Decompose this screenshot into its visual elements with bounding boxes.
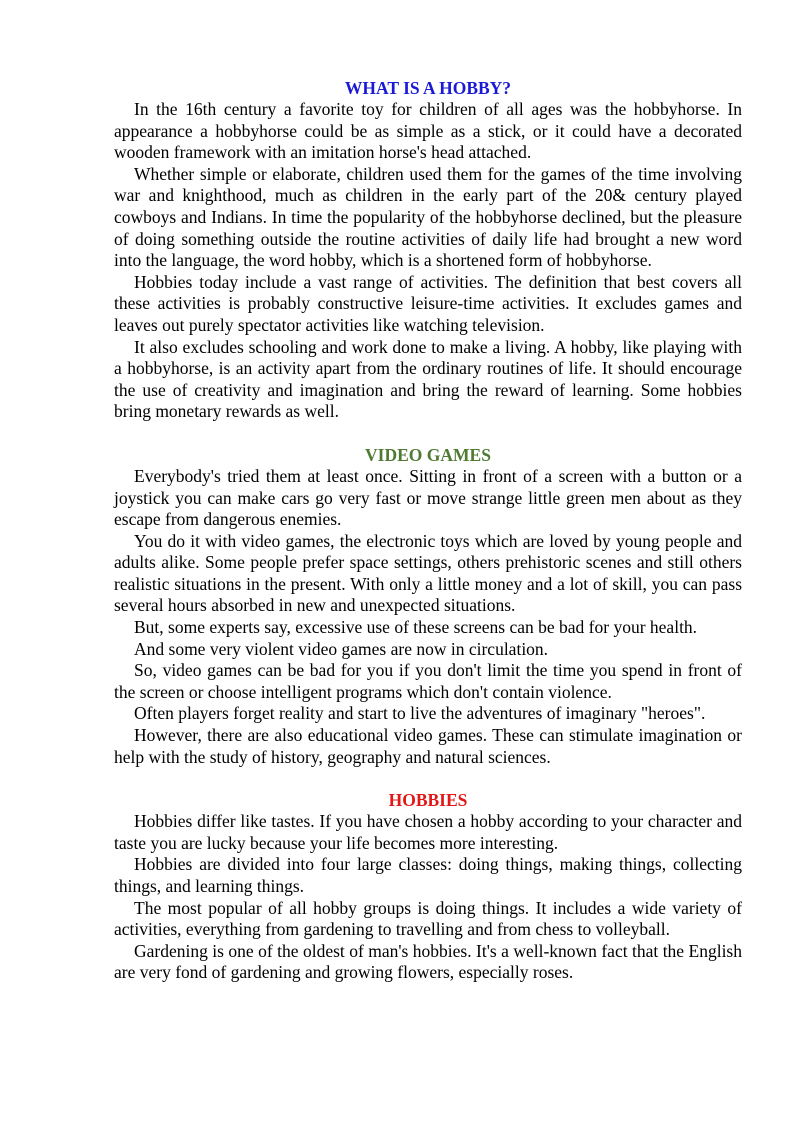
paragraph: Hobbies differ like tastes. If you have chosen a hobby according to your character and taste you are lucky because your life becomes more interesting. — [114, 811, 742, 853]
section-what-is-a-hobby — [114, 77, 742, 423]
paragraph: Everybody's tried them at least once. Sitting in front of a screen with a button or a joystick you can make cars go very fast or move strange little green men about as they escape from dangerous enemies. — [114, 465, 742, 530]
section-video-games — [114, 444, 742, 768]
paragraph: So, video games can be bad for you if you don't limit the time you spend in front of the screen or choose intelligent programs which don't contain violence. — [114, 660, 742, 702]
section-hobbies — [114, 789, 742, 984]
paragraph: You do it with video games, the electronic toys which are loved by young people and adults alike. Some people prefer space settings, others prehistoric scenes and still others realistic situations in the present. With only a little money and a lot of skill, you can pass several hours absorbed in new and unexpected situations. — [114, 530, 742, 616]
paragraph: Often players forget reality and start to live the adventures of imaginary "heroes". — [134, 703, 706, 724]
paragraph: In the 16th century a favorite toy for children of all ages was the hobbyhorse. In appearance a hobbyhorse could be as simple as a stick, or it could have a decorated wooden framework with an imitation horse's head attached. — [114, 99, 742, 163]
section-heading: WHAT IS A HOBBY? — [344, 78, 512, 98]
paragraph: It also excludes schooling and work done to make a living. A hobby, like playing with a hobbyhorse, is an activity apart from the ordinary routines of life. It should encourage the use of creativity and imagination and bring the reward of learning. Some hobbies bring monetary rewards as well. — [114, 336, 742, 422]
paragraph: The most popular of all hobby groups is doing things. It includes a wide variety of activities, everything from gardening to travelling and from chess to volleyball. — [114, 897, 742, 940]
paragraph: Hobbies are divided into four large classes: doing things, making things, collecting things, and learning things. — [114, 854, 742, 896]
document-page — [114, 77, 742, 1005]
paragraph: But, some experts say, excessive use of these screens can be bad for your health. — [134, 617, 698, 638]
section-heading: HOBBIES — [388, 790, 468, 811]
paragraph: Hobbies today include a vast range of activities. The definition that best covers all these activities is probably constructive leisure-time activities. It excludes games and leaves out purely spectator activities like watching television. — [114, 271, 742, 335]
paragraph: Whether simple or elaborate, children used them for the games of the time involving war and knighthood, much as children in the early part of the 20& century played cowboys and Indians. In time the popularity of the hobbyhorse declined, but the pleasure of doing something outside the routine activities of daily life had brought a new word into the language, the word hobby, which is a shortened form of hobbyhorse. — [114, 163, 742, 271]
paragraph: However, there are also educational video games. These can stimulate imagination or help with the study of history, geography and natural sciences. — [114, 725, 742, 767]
section-heading: VIDEO GAMES — [365, 444, 491, 465]
paragraph: And some very violent video games are now in circulation. — [134, 638, 549, 659]
paragraph: Gardening is one of the oldest of man's hobbies. It's a well-known fact that the English are very fond of gardening and growing flowers, especially roses. — [114, 940, 742, 983]
